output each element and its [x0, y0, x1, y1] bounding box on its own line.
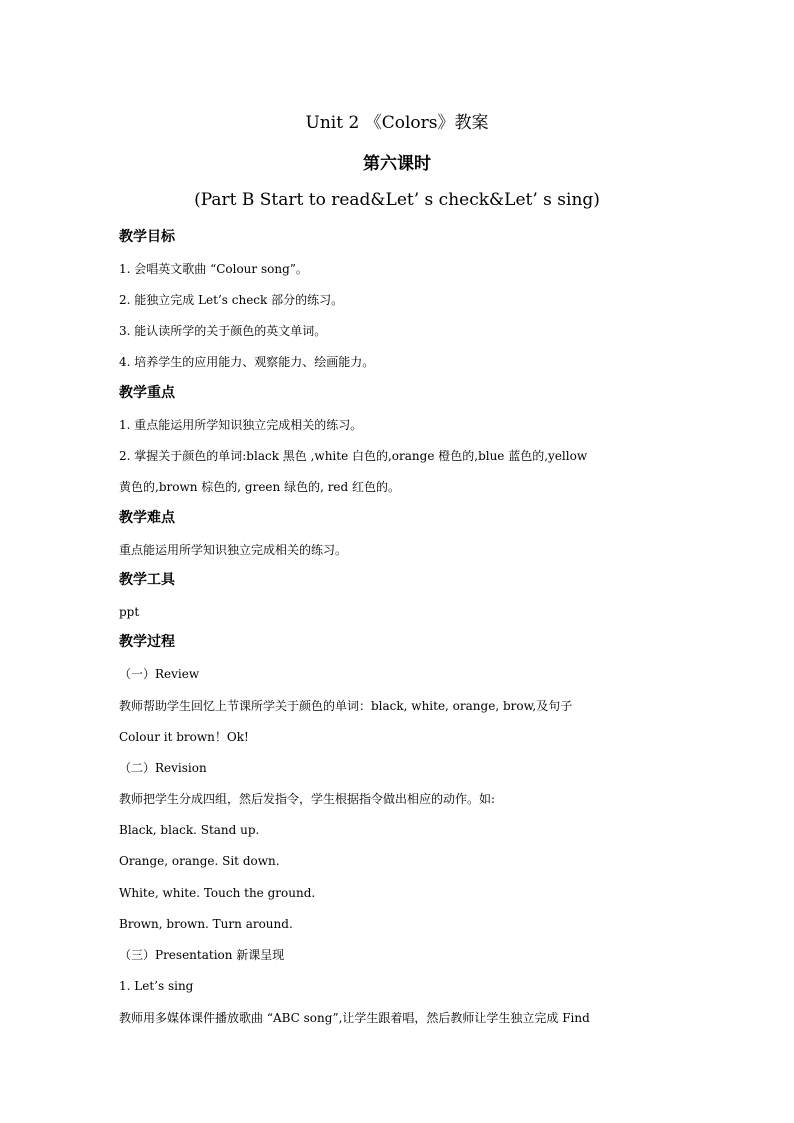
section-heading-objectives: 教学目标: [119, 229, 175, 245]
key-point-item-continued: 黄色的,brown 棕色的, green 绿色的, red 红色的。: [119, 480, 401, 494]
process-paragraph: 教师把学生分成四组，然后发指令，学生根据指令做出相应的动作。如:: [119, 792, 496, 806]
process-step-heading: （三）Presentation 新课呈现: [119, 948, 285, 962]
lesson-part: (Part B Start to read&Let’ s check&Let’ s sing): [194, 190, 600, 210]
instruction-line: Orange, orange. Sit down.: [119, 854, 280, 868]
instruction-line: Brown, brown. Turn around.: [119, 917, 293, 931]
objective-item: 4. 培养学生的应用能力、观察能力、绘画能力。: [119, 355, 375, 369]
process-paragraph: 教师用多媒体课件播放歌曲 “ABC song”,让学生跟着唱，然后教师让学生独立完成 Find: [119, 1011, 590, 1025]
section-heading-key-points: 教学重点: [119, 385, 175, 401]
section-heading-difficulties: 教学难点: [119, 510, 175, 526]
objective-item: 1. 会唱英文歌曲 “Colour song”。: [119, 262, 308, 276]
instruction-line: White, white. Touch the ground.: [119, 886, 316, 900]
tool-item: ppt: [119, 605, 140, 619]
key-point-item: 2. 掌握关于颜色的单词:black 黑色 ,white 白色的,orange 橙色的,blue 蓝色的,yellow: [119, 449, 588, 463]
objective-item: 3. 能认读所学的关于颜色的英文单词。: [119, 324, 327, 338]
process-paragraph: 教师帮助学生回忆上节课所学关于颜色的单词：black, white, orange, brow,及句子: [119, 699, 573, 713]
process-step-heading: （二）Revision: [119, 761, 207, 775]
difficulty-item: 重点能运用所学知识独立完成相关的练习。: [119, 543, 348, 557]
process-paragraph-continued: Colour it brown！Ok!: [119, 730, 249, 744]
objective-item: 2. 能独立完成 Let’s check 部分的练习。: [119, 293, 344, 307]
document-title: Unit 2 《Colors》教案: [305, 113, 489, 133]
section-heading-tools: 教学工具: [119, 572, 175, 588]
instruction-line: Black, black. Stand up.: [119, 823, 260, 837]
key-point-item: 1. 重点能运用所学知识独立完成相关的练习。: [119, 418, 363, 432]
section-heading-process: 教学过程: [119, 634, 175, 650]
process-substep: 1. Let’s sing: [119, 979, 194, 993]
lesson-number: 第六课时: [363, 154, 431, 174]
process-step-heading: （一）Review: [119, 667, 200, 681]
